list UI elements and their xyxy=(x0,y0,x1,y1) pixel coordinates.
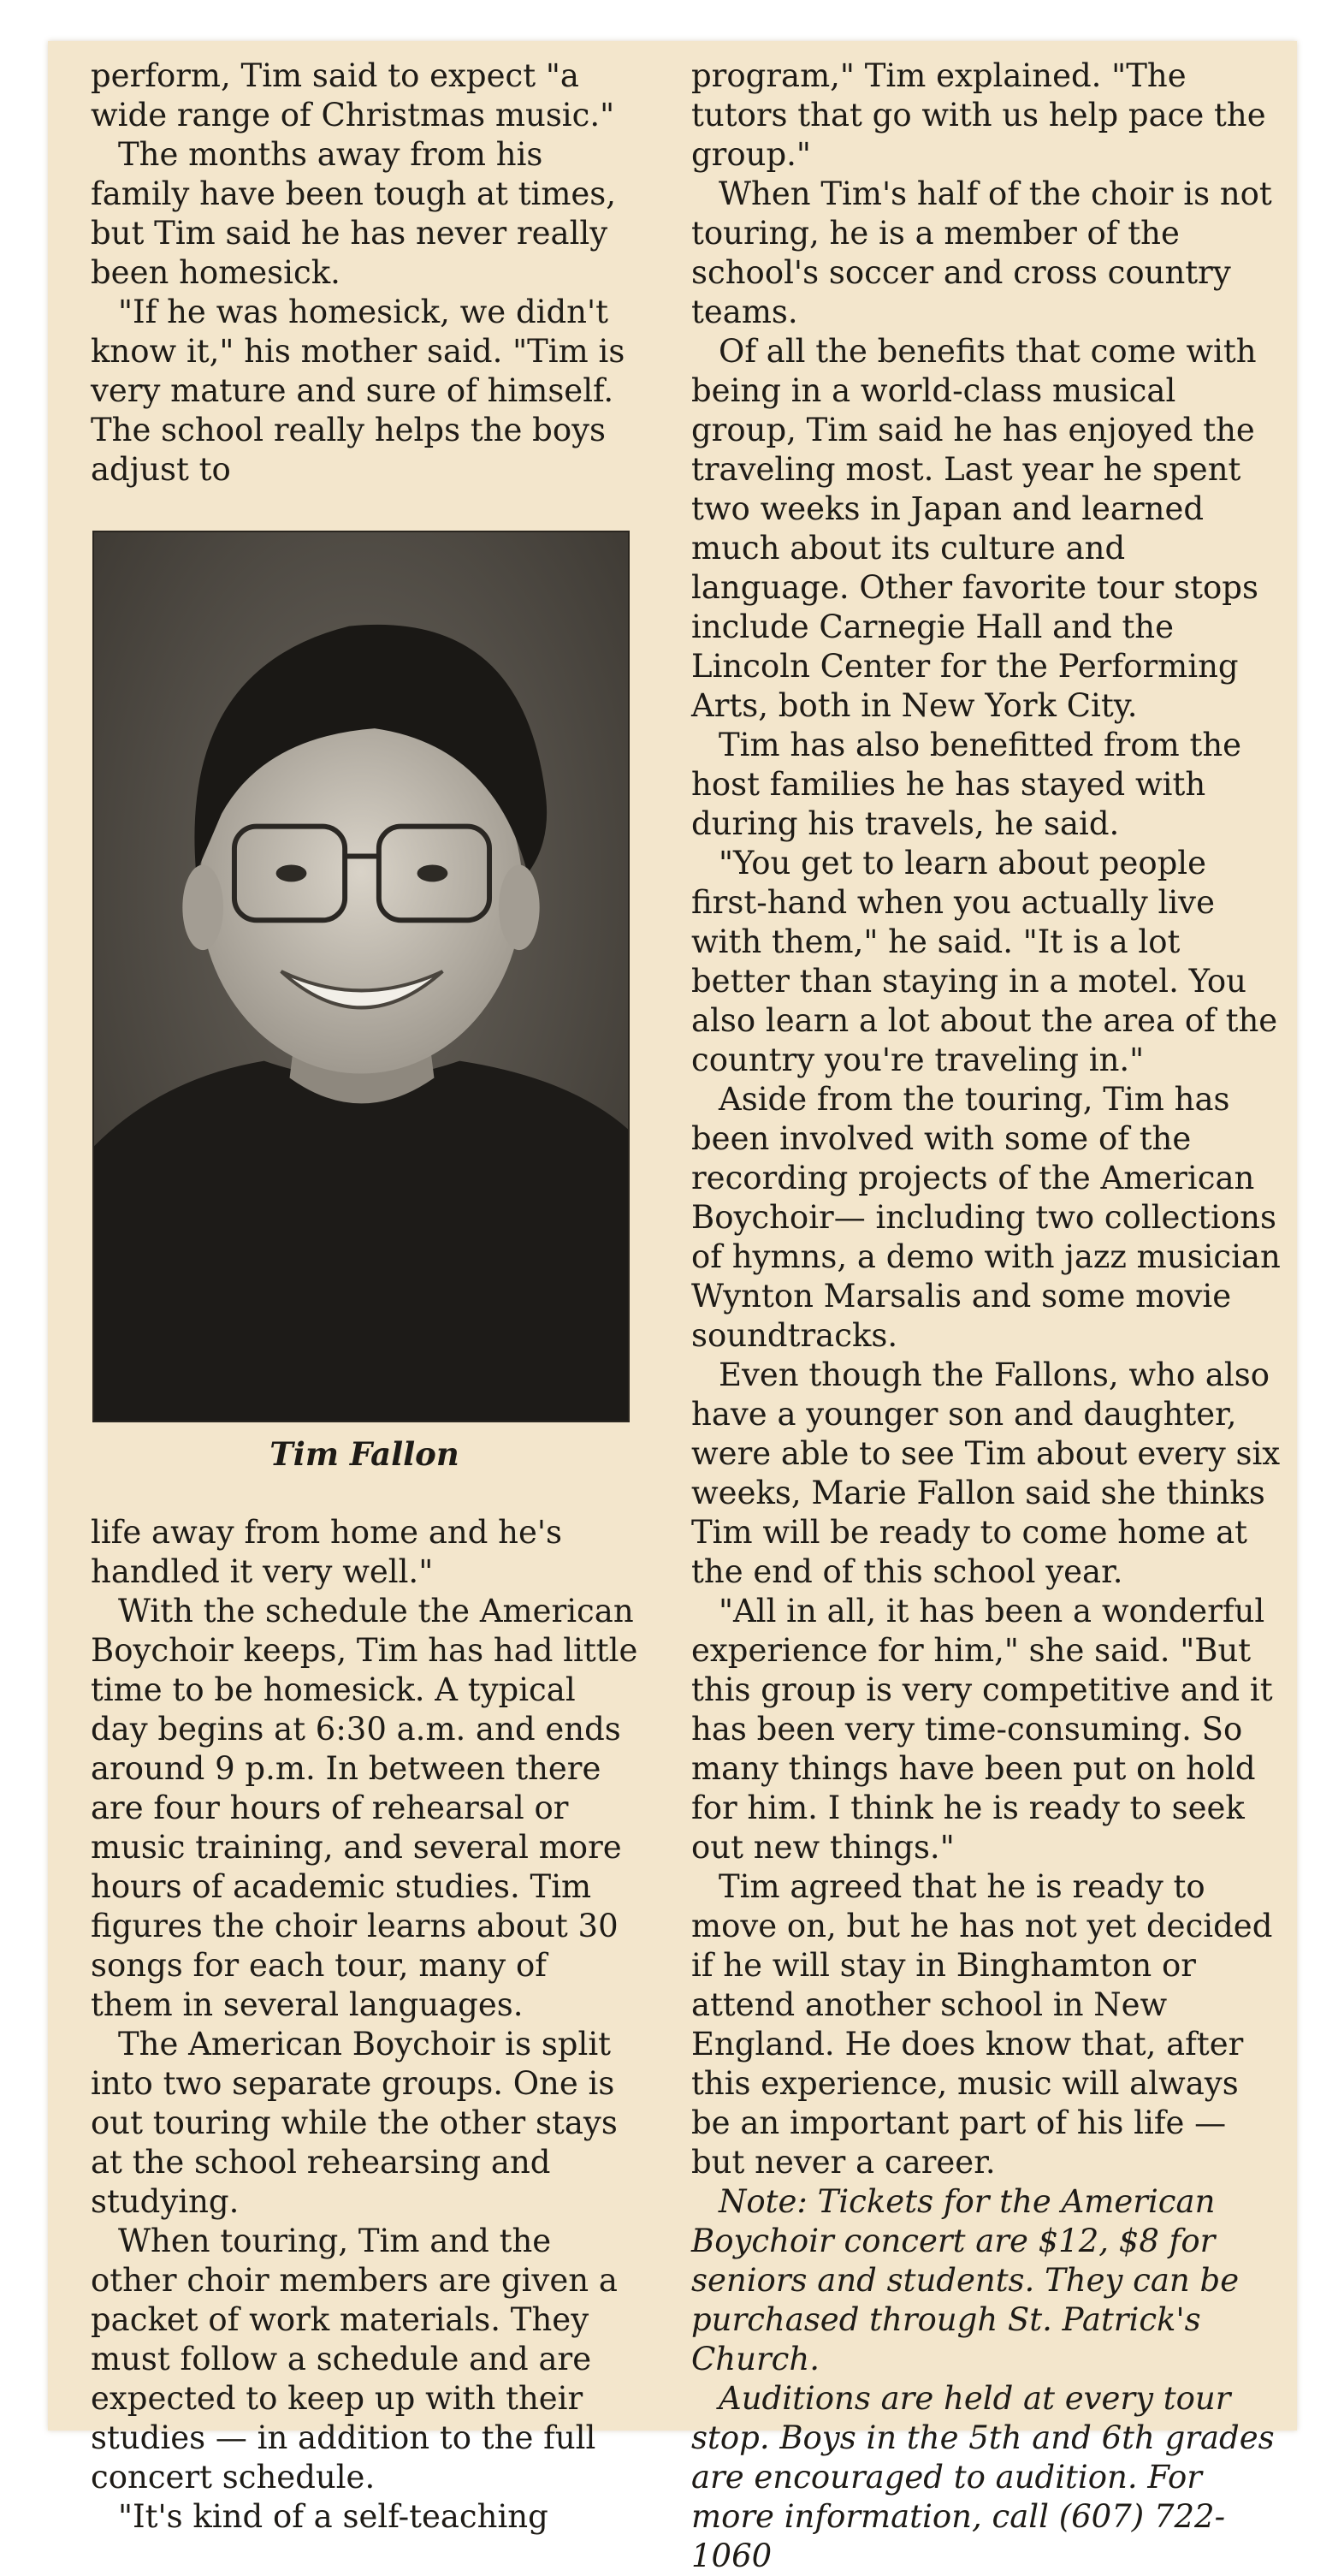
article-paragraph: life away from home and he's handled it very well." xyxy=(91,1514,563,1590)
article-paragraph: Aside from the touring, Tim has been involved with some of the recording projects of the American Boychoir— including two collections of hymns, a demo with jazz musician Wynton Marsalis and some movie soundtracks. xyxy=(691,1081,1281,1354)
article-paragraph: The months away from his family have been tough at times, but Tim said he has never really been homesick. xyxy=(91,136,617,291)
article-paragraph: Tim has also benefitted from the host families he has stayed with during his travels, he said. xyxy=(691,727,1242,842)
left-column xyxy=(91,56,638,2537)
right-column xyxy=(691,56,1282,2576)
article-paragraph: When touring, Tim and the other choir members are given a packet of work materials. They must follow a schedule and are expected to keep up with their studies — in addition to the full concert schedule. xyxy=(91,2223,618,2496)
article-paragraph: "You get to learn about people first-hand when you actually live with them," he said. "It is a lot better than staying in a motel. You also learn a lot about the area of the country you're traveling in." xyxy=(691,845,1278,1078)
ticket-note: Note: Tickets for the American Boychoir concert are $12, $8 for seniors and students. They can be purchased through St. Patrick's Church. xyxy=(691,2183,1240,2377)
article-paragraph: Tim agreed that he is ready to move on, but he has not yet decided if he will stay in Binghamton or attend another school in New England. He does know that, after this experience, music will always be an important part of his life — but never a career. xyxy=(691,1868,1273,2181)
article-paragraph: When Tim's half of the choir is not touring, he is a member of the school's soccer and cross country teams. xyxy=(691,175,1272,330)
portrait-illustration xyxy=(94,532,628,1421)
article-paragraph: program," Tim explained. "The tutors that go with us help pace the group." xyxy=(691,57,1266,173)
photo-caption: Tim Fallon xyxy=(269,1435,459,1473)
audition-note: Auditions are held at every tour stop. Boys in the 5th and 6th grades are encouraged to audition. For more information, call (607) 722-1060 xyxy=(691,2380,1275,2574)
article-paragraph: With the schedule the American Boychoir keeps, Tim has had little time to be homesick. A typical day begins at 6:30 a.m. and ends around 9 p.m. In between there are four hours of rehearsal or music training, and several more hours of academic studies. Tim figures the choir learns about 30 songs for each tour, many of them in several languages. xyxy=(91,1593,638,2023)
newspaper-clipping xyxy=(48,41,1297,2574)
portrait-photo xyxy=(92,531,630,1422)
article-paragraph: "If he was homesick, we didn't know it," his mother said. "Tim is very mature and sure of himself. The school really helps the boys adjust to xyxy=(91,294,625,488)
article-paragraph: Even though the Fallons, who also have a younger son and daughter, were able to see Tim about every six weeks, Marie Fallon said she thinks Tim will be ready to come home at the end of this school year. xyxy=(691,1356,1281,1590)
article-paragraph: "It's kind of a self-teaching xyxy=(118,2498,548,2535)
article-paragraph: Of all the benefits that come with being in a world-class musical group, Tim said he has enjoyed the traveling most. Last year he spent two weeks in Japan and learned much about its culture and language. Other favorite tour stops include Carnegie Hall and the Lincoln Center for the Performing Arts, both in New York City. xyxy=(691,333,1258,724)
article-paragraph: The American Boychoir is split into two separate groups. One is out touring while the other stays at the school rehearsing and studying. xyxy=(91,2026,618,2220)
article-paragraph: "All in all, it has been a wonderful experience for him," she said. "But this group is very competitive and it has been very time-consuming. So many things have been put on hold for him. I think he is ready to seek out new things." xyxy=(691,1593,1273,1866)
article-paragraph: perform, Tim said to expect "a wide range of Christmas music." xyxy=(91,57,615,134)
